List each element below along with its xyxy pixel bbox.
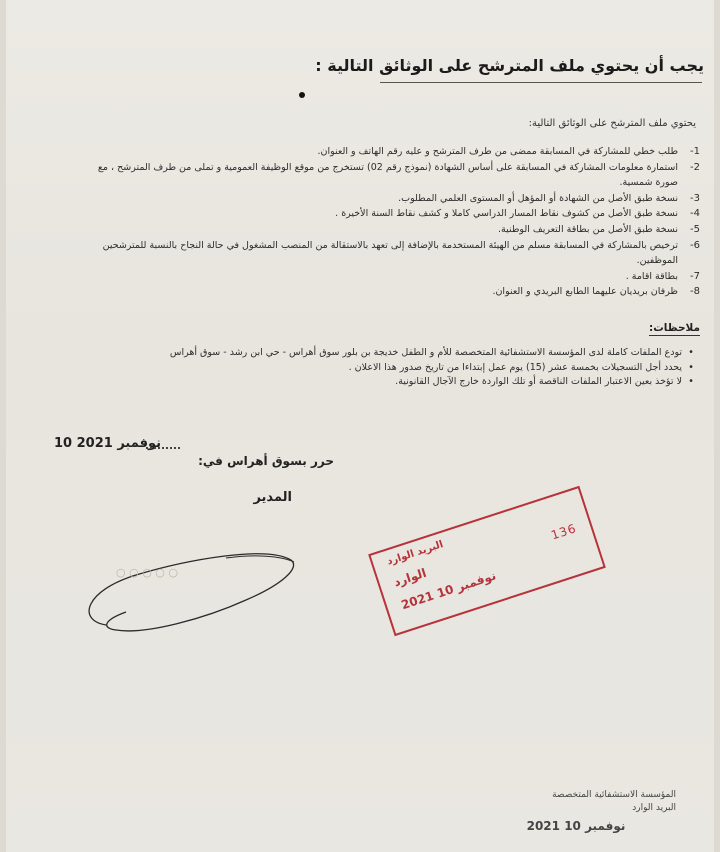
item-text: ترخيص بالمشاركة في المسابقة مسلم من الهيئة المستخدمة بالإضافة إلى تعهد بالاستقالة من المنصب المشغول في حالة النجاح بالنسبة للمترشحين الموظفين. <box>102 239 678 267</box>
stamp-line-2: الوارد <box>392 565 429 590</box>
footer-stamp <box>476 790 676 833</box>
intro-text: يحتوي ملف المترشح على الوثائق التالية: <box>528 118 696 129</box>
notes-heading: ملاحظات: <box>649 322 700 334</box>
note-text: تودع الملفات كاملة لدى المؤسسة الاستشفائية المتخصصة للأم و الطفل خديجة بن بلور سوق أهراس - حي ابن رشد - سوق أهراس <box>169 347 682 358</box>
issue-date: 10 نوفمبر 2021 <box>54 436 161 451</box>
footer-line-1: المؤسسة الاستشفائية المتخصصة <box>552 790 676 800</box>
list-item <box>80 269 700 285</box>
list-item <box>80 222 700 238</box>
item-text: نسخة طبق الأصل من بطاقة التعريف الوطنية. <box>498 223 678 235</box>
list-item <box>80 284 700 300</box>
faint-stamp-text: ○ ○ ○ ○ ○ <box>116 566 178 579</box>
item-number: 3- <box>690 192 700 204</box>
documents-list <box>80 144 700 300</box>
document-title: يجب أن يحتوي ملف المترشح على الوثائق التالية : <box>315 56 704 75</box>
stamp-date: 2021 نوفمبر 10 <box>399 568 498 613</box>
item-number: 6- <box>690 239 700 251</box>
item-number: 8- <box>690 286 700 298</box>
signature-drawing <box>66 540 306 640</box>
date-dots <box>146 447 180 449</box>
footer-line-2: البريد الوارد <box>632 803 676 813</box>
list-item <box>80 144 700 160</box>
note-text: لا تؤخذ بعين الاعتبار الملفات الناقصة أو تلك الواردة خارج الآجال القانونية. <box>395 376 682 387</box>
footer-date: 2021 نوفمبر 10 <box>526 819 626 833</box>
bullet-icon: • <box>688 361 694 373</box>
item-number: 5- <box>690 223 700 235</box>
list-item <box>80 160 700 191</box>
item-number: 1- <box>690 146 700 157</box>
received-stamp <box>368 486 606 636</box>
item-text: ظرفان بريديان عليهما الطابع البريدي و العنوان. <box>492 286 678 298</box>
note-item <box>60 361 700 376</box>
item-text: طلب خطي للمشاركة في المسابقة ممضى من طرف المترشح و عليه رقم الهاتف و العنوان. <box>317 146 678 157</box>
item-number: 2- <box>690 161 700 173</box>
bullet-icon: • <box>688 347 694 358</box>
list-item <box>80 191 700 207</box>
document-page <box>6 0 714 852</box>
note-item <box>60 375 700 390</box>
notes-list <box>60 346 700 390</box>
stamp-number: 136 <box>549 521 579 543</box>
note-text: يحدد أجل التسجيلات بخمسة عشر (15) يوم عمل إبتداءا من تاريخ صدور هذا الاعلان . <box>348 361 682 373</box>
item-text: نسخة طبق الأصل من الشهادة أو المؤهل أو المستوى العلمي المطلوب. <box>398 192 678 204</box>
list-item <box>80 206 700 222</box>
item-text: نسخة طبق الأصل من كشوف نقاط المسار الدراسي كاملا و كشف نقاط السنة الأخيرة . <box>335 208 678 220</box>
item-text: بطاقة اقامة . <box>625 270 678 282</box>
title-underline <box>380 82 702 83</box>
issue-place: حرر بسوق أهراس في: <box>198 454 334 468</box>
stamp-line-1: البريد الوارد <box>385 539 445 568</box>
item-text: استمارة معلومات المشاركة في المسابقة على أساس الشهادة (نموذج رقم 02) تستخرج من موقع الوظيفة العمومية و تملى من طرف المترشح ، مع صورة شمسية. <box>97 161 678 189</box>
note-item <box>60 346 700 361</box>
item-number: 7- <box>690 270 700 282</box>
item-number: 4- <box>690 208 700 220</box>
bullet-dot <box>299 92 305 98</box>
bullet-icon: • <box>688 376 694 387</box>
list-item <box>80 238 700 269</box>
director-title: المدير <box>253 490 292 505</box>
